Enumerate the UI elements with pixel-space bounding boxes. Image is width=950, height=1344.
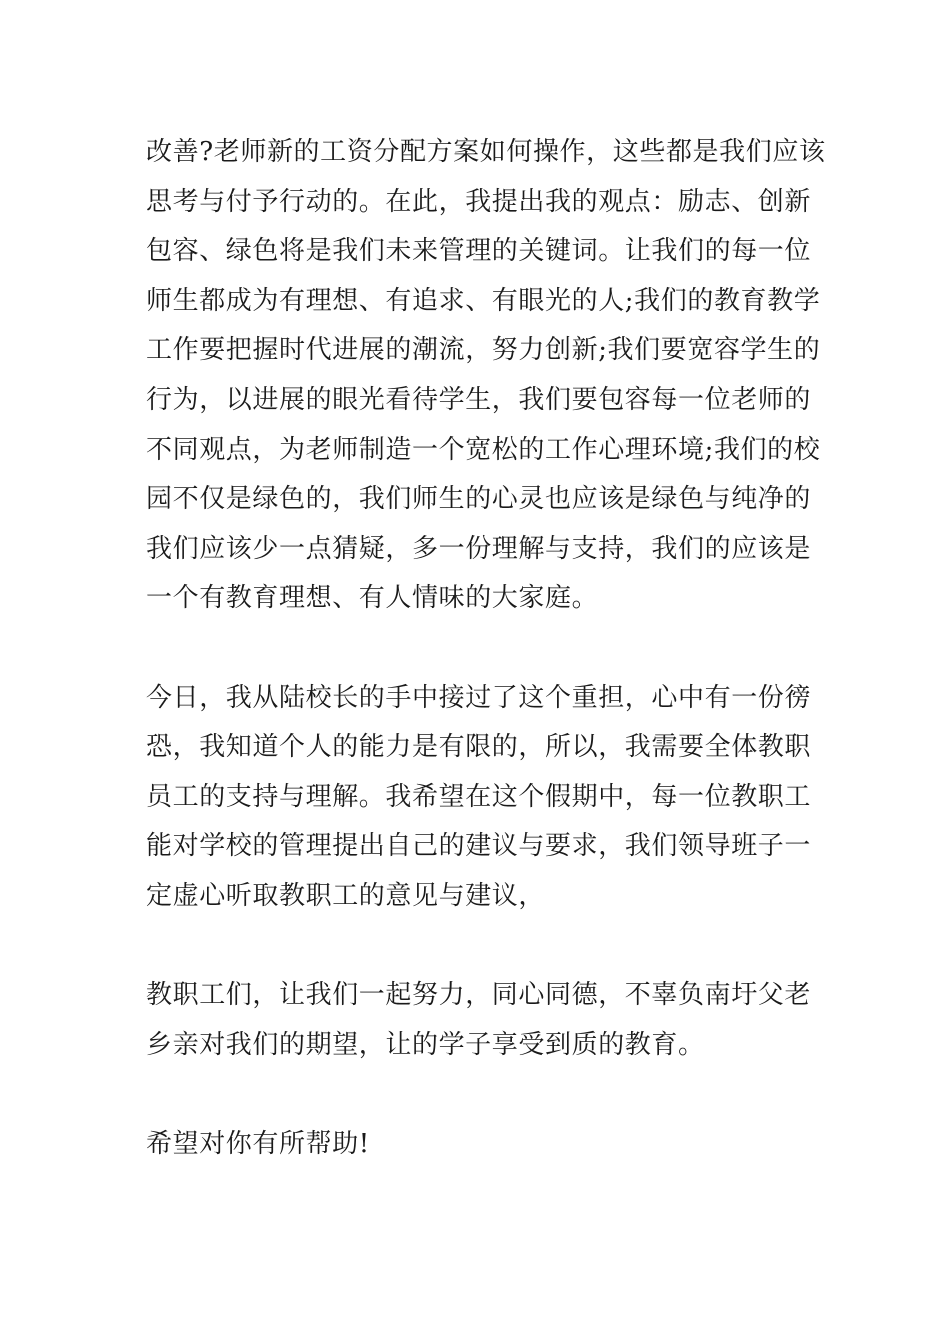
text-line: 一个有教育理想、有人情味的大家庭。 <box>146 583 599 614</box>
paragraph-2 <box>146 674 810 922</box>
text-line: 希望对你有所帮助! <box>146 1128 370 1159</box>
text-line: 乡亲对我们的期望，让的学子享受到质的教育。 <box>146 1029 705 1060</box>
text-line: 园不仅是绿色的，我们师生的心灵也应该是绿色与纯净的 <box>146 484 812 515</box>
text-line: 今日，我从陆校长的手中接过了这个重担，心中有一份徬 <box>146 682 812 713</box>
text-line: 师生都成为有理想、有追求、有眼光的人;我们的教育教学 <box>146 285 821 316</box>
paragraph-3 <box>146 971 810 1070</box>
paragraph-spacer <box>146 1070 810 1120</box>
text-line: 包容、绿色将是我们未来管理的关键词。让我们的每一位 <box>146 236 812 267</box>
text-line: 工作要把握时代进展的潮流，努力创新;我们要宽容学生的 <box>146 335 821 366</box>
text-line: 改善?老师新的工资分配方案如何操作，这些都是我们应该 <box>146 137 826 167</box>
text-line: 能对学校的管理提出自己的建议与要求，我们领导班子一 <box>146 831 812 862</box>
paragraph-spacer <box>146 922 810 972</box>
text-line: 定虚心听取教职工的意见与建议， <box>146 880 546 911</box>
text-line: 我们应该少一点猜疑，多一份理解与支持，我们的应该是 <box>146 533 812 564</box>
text-line: 思考与付予行动的。在此，我提出我的观点：励志、创新 <box>146 186 812 217</box>
text-line: 教职工们，让我们一起努力，同心同德，不辜负南圩父老 <box>146 980 812 1011</box>
text-line: 不同观点，为老师制造一个宽松的工作心理环境;我们的校 <box>146 434 821 465</box>
document-body <box>146 128 826 1169</box>
text-line: 员工的支持与理解。我希望在这个假期中，每一位教职工 <box>146 781 812 812</box>
text-line: 行为，以进展的眼光看待学生，我们要包容每一位老师的 <box>146 384 812 415</box>
paragraph-1 <box>146 128 826 624</box>
text-line: 恐，我知道个人的能力是有限的，所以，我需要全体教职 <box>146 732 812 763</box>
paragraph-spacer <box>146 624 810 674</box>
paragraph-4 <box>146 1120 810 1170</box>
